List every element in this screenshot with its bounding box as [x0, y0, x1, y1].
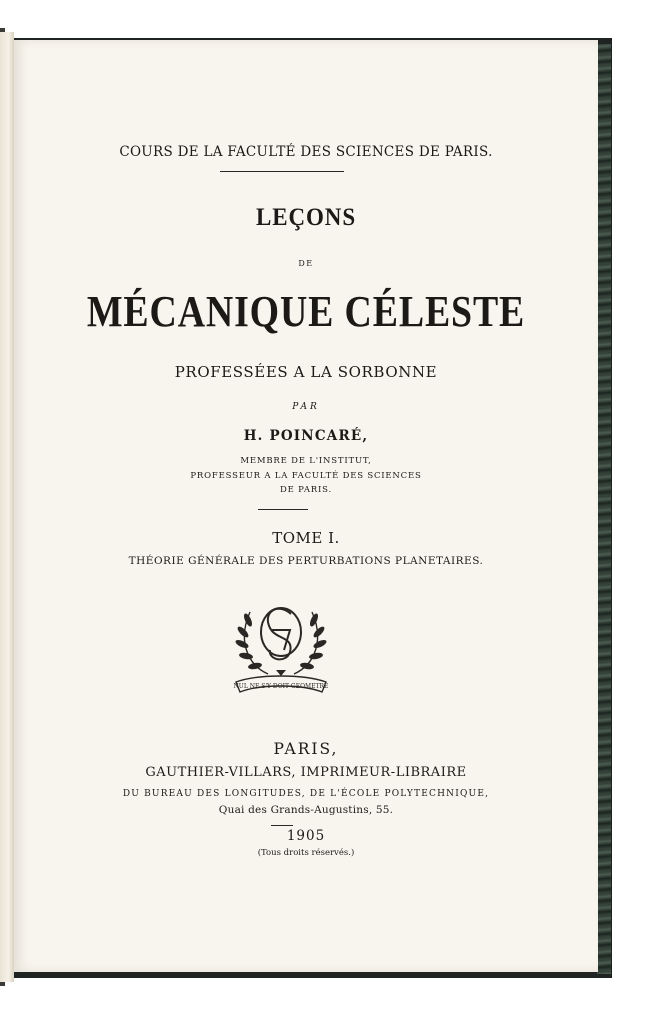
- main-title: MÉCANIQUE CÉLESTE: [86, 287, 526, 336]
- publisher-emblem-icon: [228, 594, 334, 702]
- divider-rule: [258, 509, 308, 510]
- volume-subject: THÉORIE GÉNÉRALE DES PERTURBATIONS PLANETAIRES.: [128, 555, 484, 567]
- divider-rule: [220, 171, 344, 172]
- title-lecons: LEÇONS: [255, 204, 357, 231]
- publisher-address: Quai des Grands-Augustins, 55.: [218, 804, 394, 816]
- author-credential: PROFESSEUR A LA FACULTÉ DES SCIENCES: [190, 471, 422, 481]
- publication-year: 1905: [286, 828, 326, 844]
- publisher-bureau: DU BUREAU DES LONGITUDES, DE L'ÉCOLE POLYTECHNIQUE,: [122, 789, 490, 799]
- marbled-board-edge: [597, 44, 611, 974]
- rights-notice: (Tous droits réservés.): [257, 848, 355, 858]
- author-credential: DE PARIS.: [280, 485, 332, 495]
- series-title: COURS DE LA FACULTÉ DES SCIENCES DE PARIS.: [119, 144, 493, 160]
- author-credential: MEMBRE DE L'INSTITUT,: [240, 456, 372, 466]
- divider-rule: [271, 825, 293, 826]
- page-fold: [0, 32, 14, 982]
- publisher-name: GAUTHIER-VILLARS, IMPRIMEUR-LIBRAIRE: [145, 765, 467, 780]
- title-connector: DE: [298, 259, 314, 268]
- volume-number: TOME I.: [272, 529, 340, 547]
- subtitle: PROFESSÉES A LA SORBONNE: [174, 363, 438, 381]
- by-line: PAR: [292, 402, 320, 412]
- emblem-banner-text: NUL NE S'Y DOIT GEOMETRE: [233, 683, 329, 690]
- publisher-city: PARIS,: [273, 740, 339, 758]
- author-name: H. POINCARÉ,: [243, 428, 369, 444]
